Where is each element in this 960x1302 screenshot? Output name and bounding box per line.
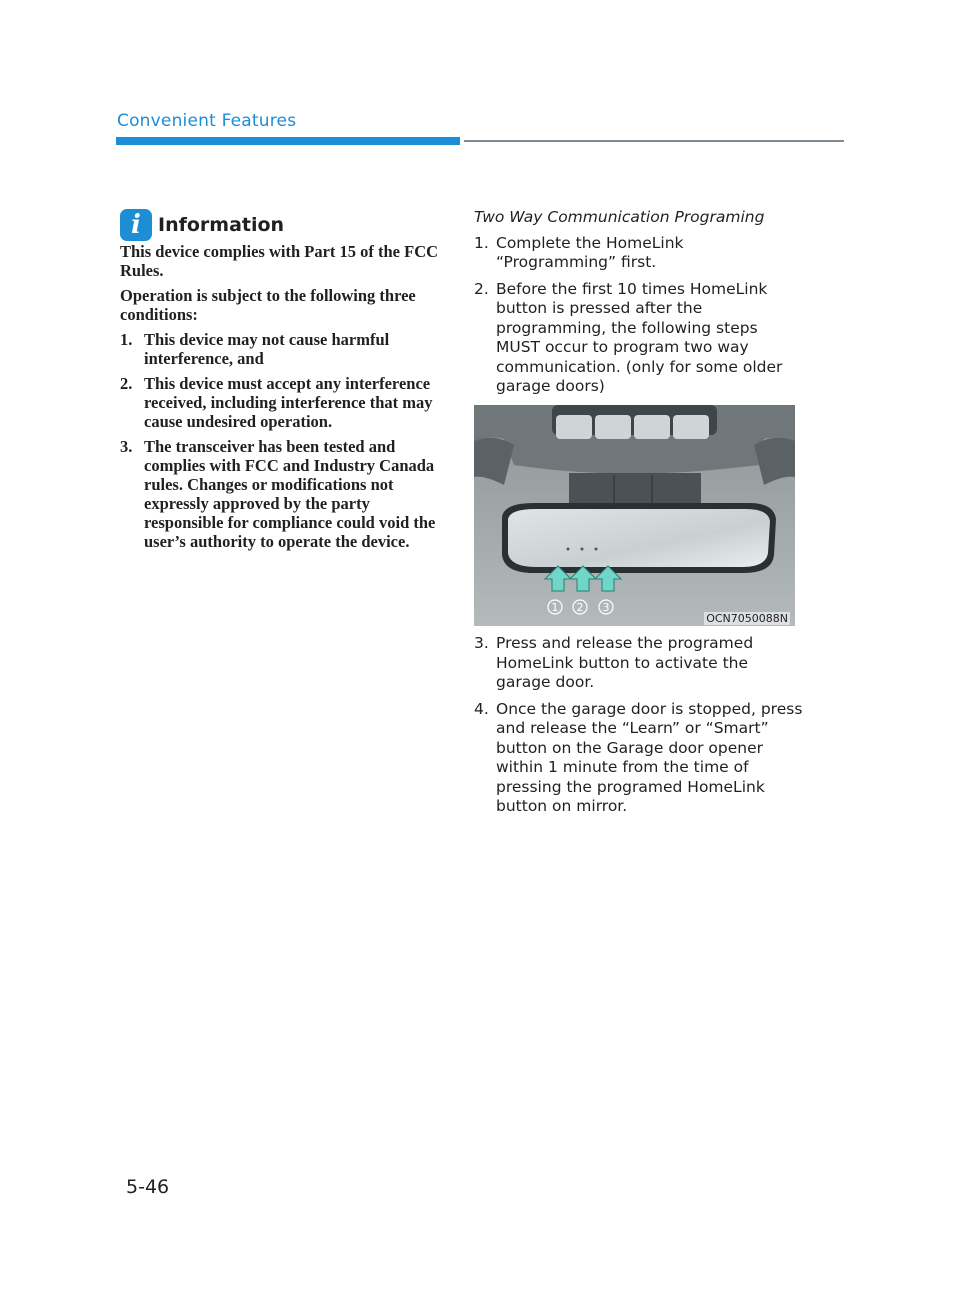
- callout-label: 1: [551, 601, 559, 614]
- list-item-number: 4.: [474, 699, 489, 718]
- list-item: [474, 634, 804, 693]
- header-rule-accent: [116, 137, 460, 145]
- list-item: [474, 700, 804, 817]
- list-item-number: 2.: [474, 279, 489, 298]
- two-way-section-continued: [474, 634, 804, 824]
- list-item-text: Once the garage door is stopped, press and release the “Learn” or “Smart” button on the Garage door opener within 1 minute from the time of pressing the programed HomeLink button on mirror.: [496, 699, 803, 815]
- two-way-section: [474, 208, 804, 404]
- information-heading: [120, 208, 442, 242]
- list-item-text: This device must accept any interference received, including interference that may cause undesired operation.: [144, 374, 433, 431]
- list-item-number: 2.: [120, 374, 133, 393]
- header-rule: [464, 140, 844, 142]
- list-item-number: 3.: [120, 437, 133, 456]
- mirror-illustration: [474, 405, 795, 626]
- list-item-number: 1.: [474, 233, 489, 252]
- info-paragraph: Operation is subject to the following three conditions:: [120, 286, 416, 324]
- list-item: [120, 437, 442, 551]
- list-item-text: Before the first 10 times HomeLink button is pressed after the programming, the following steps MUST occur to program two way communication. (only for some older garage doors): [496, 279, 783, 395]
- list-item: [120, 374, 442, 431]
- conditions-list: [120, 330, 442, 551]
- list-item-text: Complete the HomeLink “Programming” first.: [496, 233, 684, 271]
- info-icon: i: [120, 209, 152, 241]
- section-title: Convenient Features: [117, 111, 297, 131]
- list-item-text: Press and release the programed HomeLink button to activate the garage door.: [496, 634, 754, 691]
- list-item: [474, 234, 804, 273]
- information-body: [120, 242, 442, 551]
- list-item: [474, 280, 804, 397]
- list-item-text: This device may not cause harmful interference, and: [144, 330, 390, 368]
- information-box: [120, 208, 442, 557]
- information-title: Information: [158, 214, 285, 236]
- callout-label: 2: [576, 601, 584, 614]
- figure-code: OCN7050088N: [706, 612, 788, 625]
- mirror-photo: [474, 405, 795, 626]
- steps-list: [474, 234, 804, 397]
- list-item-text: The transceiver has been tested and complies with FCC and Industry Canada rules. Changes or modifications not expressly approved by the party responsible for compliance could void the user’s authority to operate the device.: [144, 437, 436, 551]
- steps-list: [474, 634, 804, 817]
- list-item-number: 1.: [120, 330, 133, 349]
- info-paragraph: This device complies with Part 15 of the FCC Rules.: [120, 242, 439, 280]
- list-item: [120, 330, 442, 368]
- callout-label: 3: [602, 601, 610, 614]
- page-number: 5-46: [126, 1176, 170, 1198]
- list-item-number: 3.: [474, 634, 489, 652]
- two-way-title: Two Way Communication Programing: [474, 208, 765, 226]
